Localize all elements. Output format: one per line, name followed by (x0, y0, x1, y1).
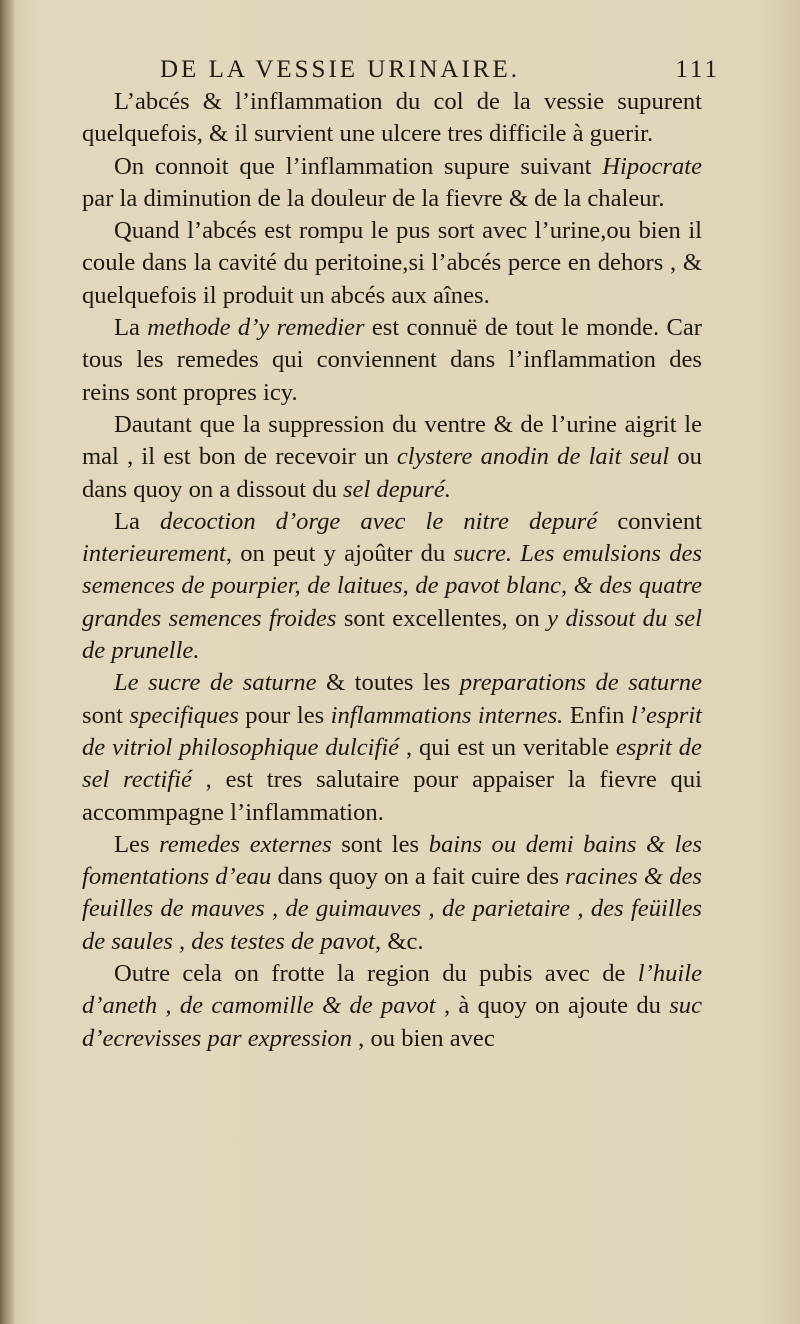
text-run: Les (114, 830, 160, 858)
text-run: sont (82, 701, 130, 729)
page-gutter (0, 0, 14, 1324)
italic-text: remedes externes (159, 830, 332, 858)
paragraph (82, 215, 702, 312)
text-run: dans quoy on a fait cuire des (271, 863, 566, 891)
text-run: Quand l’abcés est rompu le pus sort avec l’urine,ou bien il coule dans la cavité du peritoine,si l’abcés perce en dehors , & quelquefois il produit un abcés aux aînes. (82, 217, 702, 309)
text-run: L’abcés & l’inflammation du col de la vessie supurent quelquefois, & il survient une ulcere tres difficile à guerir. (82, 88, 702, 148)
text-run: & toutes les (316, 669, 460, 697)
text-run: est connuë de tout le monde. Car tous les remedes qui conviennent dans l’inflammation des reins sont propres icy. (82, 314, 702, 406)
text-run: , à quoy on ajoute du (435, 992, 670, 1020)
italic-text: inflammations internes. (330, 701, 564, 729)
text-run: , est tres salutaire pour appaiser la fievre qui accommpagne l’inflammation. (82, 766, 702, 826)
italic-text: l’huile d’aneth , de camomille & de pavot (82, 960, 702, 1020)
page-number: 111 (675, 56, 720, 83)
italic-text: bains ou demi bains & les fomentations d’eau (82, 830, 702, 891)
paragraph (82, 958, 702, 1055)
paragraph (82, 312, 702, 409)
italic-text: methode d’y remedier (147, 314, 365, 342)
paragraph (82, 829, 702, 958)
text-run: &c. (381, 927, 424, 955)
text-run: , qui est un veritable (399, 733, 616, 761)
text-run: , on peut y ajoûter du (225, 540, 454, 568)
text-run: , ou bien avec (352, 1024, 495, 1052)
italic-text: preparations de saturne (459, 669, 702, 697)
italic-text: l’esprit de vitriol philosophique dulcifié (82, 701, 702, 761)
paragraph (82, 151, 702, 216)
text-run: Outre cela on frotte la region du pubis avec de (114, 960, 638, 988)
italic-text: suc d’ecrevisses par expression (82, 992, 702, 1052)
text-run: convient (597, 507, 703, 535)
running-title: DE LA VESSIE URINAIRE. (160, 56, 520, 83)
italic-text: y dissout du sel de prunelle. (82, 604, 703, 665)
text-run: ou dans quoy on a dissout du (82, 443, 702, 503)
italic-text: decoction d’orge avec le nitre depuré (160, 507, 598, 535)
text-run: Enfin (563, 701, 631, 729)
text-run: Dautant que la suppression du ventre & de l’urine aigrit le mal , il est bon de recevoir un (82, 410, 702, 471)
text-run: La (114, 507, 161, 535)
text-run: sont excellentes, on (336, 604, 548, 632)
text-run: pour les (238, 701, 331, 729)
italic-text: Hipocrate (602, 152, 702, 180)
paragraph (82, 409, 702, 506)
italic-text: specifiques (129, 701, 239, 729)
paragraph (82, 506, 702, 667)
italic-text: esprit de sel rectifié (82, 733, 702, 794)
paragraph (82, 667, 702, 828)
text-run: On connoit que l’inflammation supure suivant (114, 152, 603, 180)
text-run: sont les (331, 830, 429, 858)
body-text (82, 86, 702, 1055)
text-run: La (114, 314, 148, 342)
italic-text: sel depuré. (342, 475, 451, 503)
italic-text: Le sucre de saturne (114, 669, 317, 697)
text-run: par la diminution de la douleur de la fievre & de la chaleur. (82, 184, 665, 212)
italic-text: interieurement (82, 540, 226, 568)
italic-text: sucre. Les emulsions des semences de pourpier, de laitues, de pavot blanc, & des quatre grandes semences froides (82, 540, 702, 632)
italic-text: clystere anodin de lait seul (396, 443, 670, 471)
italic-text: racines & des feuilles de mauves , de guimauves , de parietaire , des feüilles de saules , des testes de pavot, (82, 863, 702, 955)
paragraph (82, 86, 702, 151)
